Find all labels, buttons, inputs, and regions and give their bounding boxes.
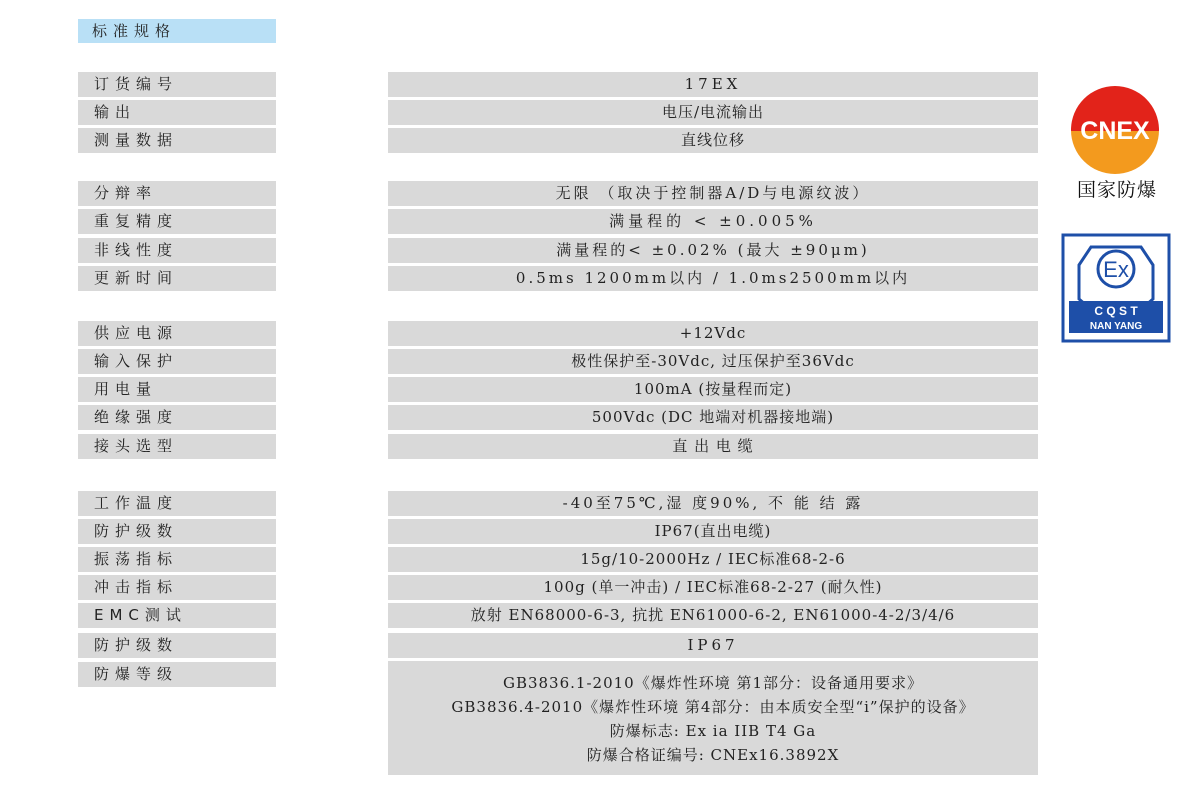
row-value-resolution: 无限 （取决于控制器A/D与电源纹波） [388,181,1038,206]
row-label-protection-class-2: 防护级数 [78,633,276,658]
explosion-proof-line-1: GB3836.1-2010《爆炸性环境 第1部分：设备通用要求》 [502,674,924,692]
row-label-vibration: 振荡指标 [78,547,276,572]
row-label-output: 输出 [78,100,276,125]
cnex-logo [1065,85,1165,185]
row-label-shock: 冲击指标 [78,575,276,600]
row-value-shock: 100g (单一冲击) / IEC标准68-2-27 (耐久性) [388,575,1038,600]
row-label-update-time: 更新时间 [78,266,276,291]
row-label-protection-class: 防护级数 [78,519,276,544]
row-value-protection-class: IP67(直出电缆) [388,519,1038,544]
row-value-power-supply: +12Vdc [388,321,1038,346]
row-value-input-protection: 极性保护至-30Vdc, 过压保护至36Vdc [388,349,1038,374]
section-title: 标准规格 [78,19,276,43]
explosion-proof-line-4: 防爆合格证编号: CNEx16.3892X [586,746,840,764]
row-value-repeatability: 满量程的 < ±0.005% [388,209,1038,234]
row-value-connector: 直 出 电 缆 [388,434,1038,459]
cqst-ex-logo [1061,233,1171,343]
row-label-connector: 接头选型 [78,434,276,459]
row-label-explosion-proof: 防爆等级 [78,662,276,687]
row-label-resolution: 分辩率 [78,181,276,206]
row-value-output: 电压/电流输出 [388,100,1038,125]
row-value-measurement: 直线位移 [388,128,1038,153]
row-label-insulation: 绝缘强度 [78,405,276,430]
row-value-operating-temp: -40至75℃,湿 度90%, 不 能 结 露 [388,491,1038,516]
row-label-order-number: 订货编号 [78,72,276,97]
cqst-text: C Q S T [1094,304,1138,318]
row-value-vibration: 15g/10-2000Hz / IEC标准68-2-6 [388,547,1038,572]
explosion-proof-line-3: 防爆标志: Ex ia IIB T4 Ga [609,722,817,740]
row-label-input-protection: 输入保护 [78,349,276,374]
cqst-sub-text: NAN YANG [1089,321,1143,332]
row-label-nonlinearity: 非线性度 [78,238,276,263]
cqst-ex-text: Ex [1103,257,1129,282]
row-value-insulation: 500Vdc (DC 地端对机器接地端) [388,405,1038,430]
row-value-order-number: 17EX [388,72,1038,97]
cnex-logo-text: CNEX [1080,117,1150,145]
explosion-proof-line-2: GB3836.4-2010《爆炸性环境 第4部分：由本质安全型“i”保护的设备》 [451,698,975,716]
row-value-explosion-proof [388,661,1038,775]
row-value-update-time: 0.5ms 1200mm以内 / 1.0ms2500mm以内 [388,266,1038,291]
row-label-power-consumption: 用电量 [78,377,276,402]
row-value-nonlinearity: 满量程的< ±0.02% (最大 ±90μm) [388,238,1038,263]
row-label-repeatability: 重复精度 [78,209,276,234]
row-value-power-consumption: 100mA (按量程而定) [388,377,1038,402]
row-label-emc-test: EMC测试 [78,603,276,628]
cnex-caption: 国家防爆 [1076,179,1157,201]
row-label-power-supply: 供应电源 [78,321,276,346]
row-label-operating-temp: 工作温度 [78,491,276,516]
row-value-protection-class-2: IP67 [388,633,1038,658]
row-value-emc-test: 放射 EN68000-6-3, 抗扰 EN61000-6-2, EN61000-4-2/3/4/6 [388,603,1038,628]
row-label-measurement: 测量数据 [78,128,276,153]
